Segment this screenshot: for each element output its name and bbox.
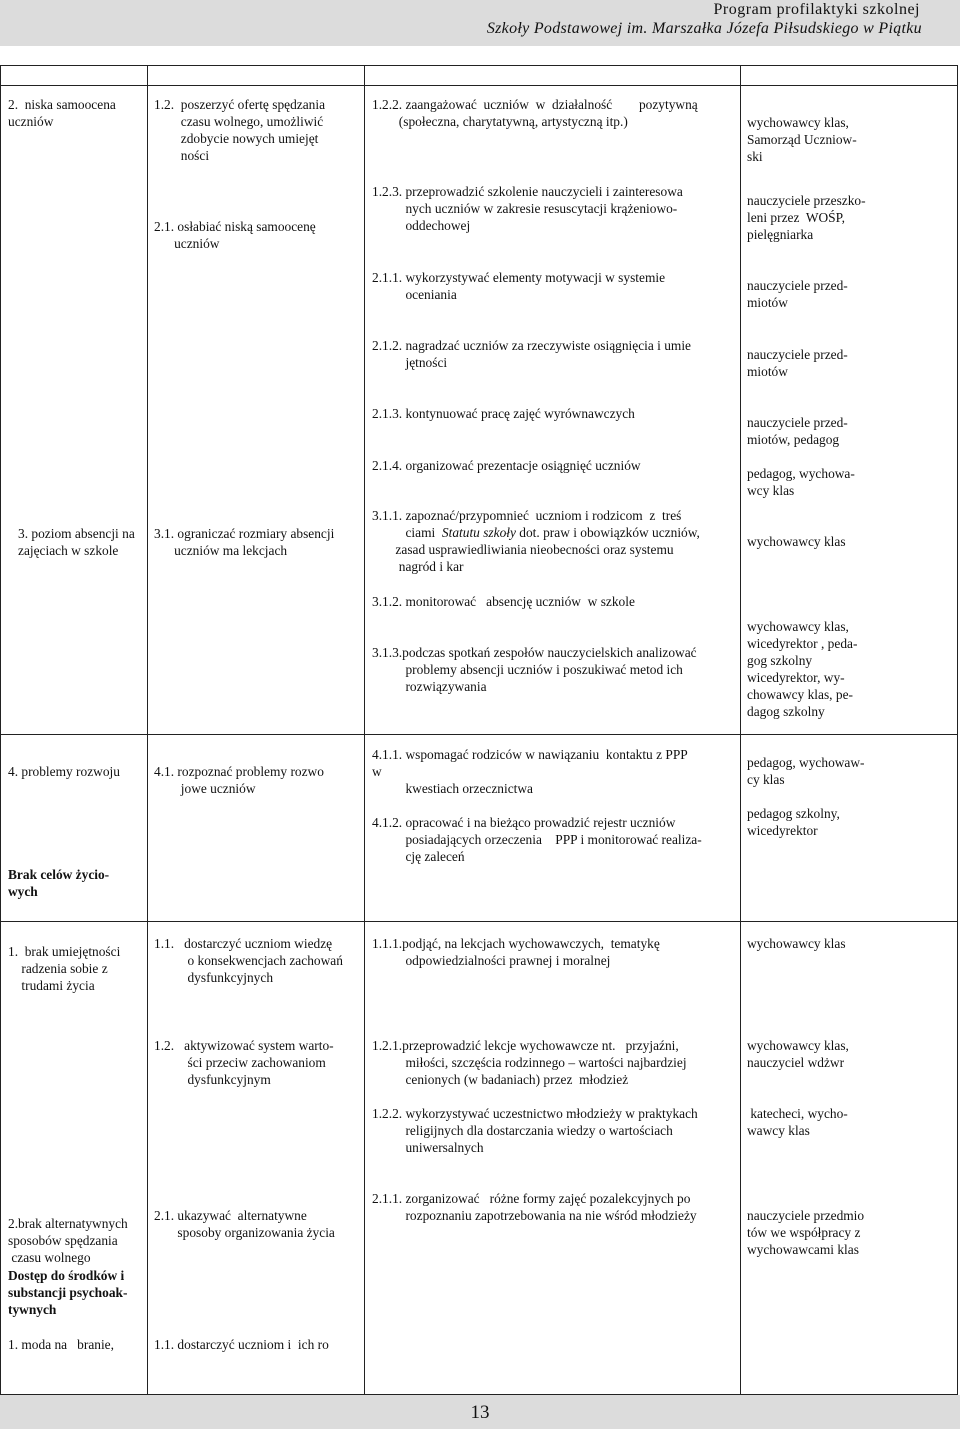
- page-header: [0, 0, 960, 46]
- responsible-cell: wychowawcy klas, nauczyciel wdżwr: [747, 1038, 849, 1070]
- responsible-cell: katecheci, wycho- wawcy klas: [747, 1106, 848, 1138]
- goal-cell: 2.1. ukazywać alternatywne sposoby organizowania życia: [154, 1208, 335, 1240]
- responsible-cell: pedagog szkolny, wicedyrektor: [747, 806, 840, 838]
- goal-cell: 2.1. osłabiać niską samoocenę uczniów: [154, 219, 316, 251]
- task-cell: 1.2.1.przeprowadzić lekcje wychowawcze nt. przyjaźni, miłości, szczęścia rodzinnego – wartości najbardziej cenionych (w badaniach) przez młodzież: [372, 1038, 687, 1087]
- goal-cell: 1.2. aktywizować system warto- ści przeciw zachowaniom dysfunkcyjnym: [154, 1038, 334, 1087]
- statute-reference: Statutu szkoły: [441, 525, 516, 540]
- task-cell: 4.1.1. wspomagać rodziców w nawiązaniu kontaktu z PPP w kwestiach orzecznictwa: [372, 747, 688, 796]
- goal-cell: 1.1. dostarczyć uczniom wiedzę o konsekwencjach zachowań dysfunkcyjnych: [154, 936, 343, 985]
- row-divider: [0, 85, 958, 86]
- column-divider: [740, 65, 741, 1395]
- task-cell: 1.2.3. przeprowadzić szkolenie nauczycieli i zainteresowa nych uczniów w zakresie resuscytacji krążeniowo- oddechowej: [372, 184, 683, 233]
- task-cell: 2.1.2. nagradzać uczniów za rzeczywiste osiągnięcia i umie jętności: [372, 338, 691, 370]
- task-cell: 2.1.1. wykorzystywać elementy motywacji w systemie oceniania: [372, 270, 666, 302]
- row-divider: [0, 921, 958, 922]
- responsible-cell: wychowawcy klas: [747, 936, 846, 951]
- document-title: Program profilaktyki szkolnej: [713, 1, 920, 18]
- task-cell: 3.1.2. monitorować absencję uczniów w szkole: [372, 594, 635, 609]
- column-divider: [147, 65, 148, 1395]
- goal-cell: 4.1. rozpoznać problemy rozwo jowe uczniów: [154, 764, 324, 796]
- goal-cell: 3.1. ograniczać rozmiary absencji uczniów ma lekcjach: [154, 526, 335, 558]
- page-footer: [0, 1395, 960, 1429]
- responsible-cell: nauczyciele przed- miotów: [747, 278, 848, 310]
- task-text: 3.1.1. zapoznać/przypomnieć uczniom i rodzicom z treś ciami: [372, 508, 682, 540]
- responsible-cell: wychowawcy klas: [747, 534, 846, 549]
- task-text: dot. praw i obowiązków uczniów, zasad usprawiedliwiania nieobecności oraz systemu nagród i kar: [395, 525, 700, 574]
- section-heading: Brak celów życio- wych: [8, 867, 110, 899]
- problem-cell: 2. niska samoocena uczniów: [8, 97, 116, 129]
- responsible-cell: nauczyciele przedmio tów we współpracy z wychowawcami klas: [747, 1208, 865, 1257]
- responsible-cell: nauczyciele przed- miotów: [747, 347, 848, 379]
- task-cell: [372, 507, 700, 575]
- problem-cell: 3. poziom absencji na zajęciach w szkole: [18, 526, 135, 558]
- task-cell: 1.2.2. wykorzystywać uczestnictwo młodzieży w praktykach religijnych dla dostarczania wiedzy o wartościach uniwersalnych: [372, 1106, 698, 1155]
- responsible-cell: pedagog, wychowa- wcy klas: [747, 466, 855, 498]
- problem-cell: 1. moda na branie,: [8, 1337, 114, 1352]
- responsible-cell: nauczyciele przeszko- leni przez WOŚP, pielęgniarka: [747, 193, 866, 242]
- task-cell: 3.1.3.podczas spotkań zespołów nauczycielskich analizować problemy absencji uczniów i poszukiwać metod ich rozwiązywania: [372, 645, 697, 694]
- column-divider: [364, 65, 365, 1395]
- section-heading: Dostęp do środków i substancji psychoak- tywnych: [8, 1268, 128, 1317]
- goal-cell: 1.2. poszerzyć ofertę spędzania czasu wolnego, umożliwić zdobycie nowych umiejęt ności: [154, 97, 326, 163]
- problem-cell: 1. brak umiejętności radzenia sobie z trudami życia: [8, 944, 121, 993]
- task-cell: 2.1.1. zorganizować różne formy zajęć pozalekcyjnych po rozpoznaniu zapotrzebowania na nie wśród młodzieży: [372, 1191, 697, 1223]
- responsible-cell: wychowawcy klas, Samorząd Uczniow- ski: [747, 115, 857, 164]
- task-cell: 2.1.4. organizować prezentacje osiągnięć uczniów: [372, 458, 641, 473]
- task-cell: 2.1.3. kontynuować pracę zajęć wyrównawczych: [372, 406, 635, 421]
- responsible-cell: pedagog, wychowaw- cy klas: [747, 755, 865, 787]
- page-number: 13: [470, 1402, 490, 1423]
- task-cell: 1.1.1.podjąć, na lekcjach wychowawczych, tematykę odpowiedzialności prawnej i moralnej: [372, 936, 660, 968]
- task-cell: 4.1.2. opracować i na bieżąco prowadzić rejestr uczniów posiadających orzeczenia PPP i monitorować realiza- cję zaleceń: [372, 815, 702, 864]
- row-divider: [0, 734, 958, 735]
- problem-cell: 4. problemy rozwoju: [8, 764, 120, 779]
- responsible-cell: wychowawcy klas, wicedyrektor , peda- gog szkolny wicedyrektor, wy- chowawcy klas, pe- dagog szkolny: [747, 619, 858, 719]
- goal-cell: 1.1. dostarczyć uczniom i ich ro: [154, 1337, 329, 1352]
- school-name: Szkoły Podstawowej im. Marszałka Józefa Piłsudskiego w Piątku: [486, 20, 922, 37]
- task-cell: 1.2.2. zaangażować uczniów w działalność pozytywną (społeczna, charytatywną, artystyczną itp.): [372, 97, 698, 129]
- problem-cell: 2.brak alternatywnych sposobów spędzania czasu wolnego: [8, 1216, 128, 1265]
- responsible-cell: nauczyciele przed- miotów, pedagog: [747, 415, 848, 447]
